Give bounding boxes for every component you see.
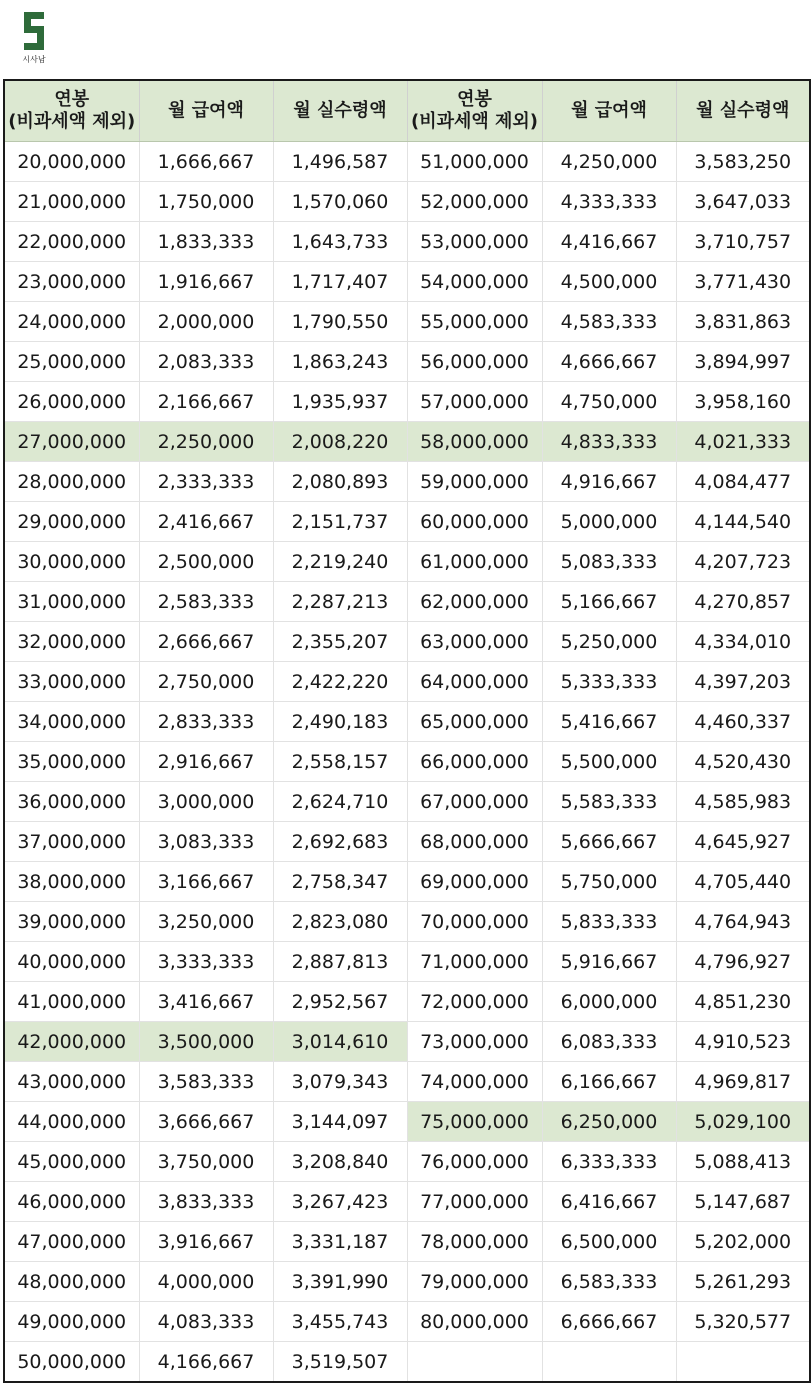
- table-row: [4, 382, 810, 422]
- cell-annual-salary: 46,000,000: [4, 1182, 139, 1222]
- table-row: [4, 1302, 810, 1342]
- cell-monthly-net: 3,455,743: [273, 1302, 407, 1342]
- table-row: [4, 982, 810, 1022]
- cell-monthly-pay: 3,416,667: [139, 982, 273, 1022]
- cell-monthly-pay: 2,083,333: [139, 342, 273, 382]
- cell-monthly-pay: 3,583,333: [139, 1062, 273, 1102]
- cell-monthly-net-2: 5,261,293: [676, 1262, 810, 1302]
- cell-annual-salary-2: 78,000,000: [407, 1222, 542, 1262]
- cell-monthly-net: 1,570,060: [273, 182, 407, 222]
- table-row: [4, 702, 810, 742]
- salary-table: [3, 79, 811, 1383]
- cell-monthly-net-2: 3,710,757: [676, 222, 810, 262]
- cell-monthly-net: 2,558,157: [273, 742, 407, 782]
- cell-monthly-net-2: 4,585,983: [676, 782, 810, 822]
- cell-monthly-pay-2: 4,666,667: [542, 342, 676, 382]
- cell-annual-salary: 26,000,000: [4, 382, 139, 422]
- cell-monthly-net: 2,887,813: [273, 942, 407, 982]
- cell-annual-salary-2: 73,000,000: [407, 1022, 542, 1062]
- cell-annual-salary-2: 57,000,000: [407, 382, 542, 422]
- cell-monthly-pay-2: 5,333,333: [542, 662, 676, 702]
- table-row: [4, 662, 810, 702]
- cell-monthly-net-2: 5,088,413: [676, 1142, 810, 1182]
- cell-annual-salary: 33,000,000: [4, 662, 139, 702]
- cell-annual-salary-2: 55,000,000: [407, 302, 542, 342]
- cell-annual-salary-2: 67,000,000: [407, 782, 542, 822]
- cell-monthly-net: 3,144,097: [273, 1102, 407, 1142]
- table-row: [4, 942, 810, 982]
- cell-annual-salary-2: 60,000,000: [407, 502, 542, 542]
- table-body: [4, 142, 810, 1383]
- cell-monthly-pay-2: 4,750,000: [542, 382, 676, 422]
- cell-annual-salary-2: 72,000,000: [407, 982, 542, 1022]
- cell-annual-salary-2: 66,000,000: [407, 742, 542, 782]
- cell-annual-salary: 42,000,000: [4, 1022, 139, 1062]
- cell-monthly-net-2: 3,894,997: [676, 342, 810, 382]
- table-row: [4, 262, 810, 302]
- cell-monthly-net: 2,490,183: [273, 702, 407, 742]
- cell-monthly-pay-2: [542, 1342, 676, 1383]
- cell-monthly-net: 1,935,937: [273, 382, 407, 422]
- cell-monthly-net-2: 4,645,927: [676, 822, 810, 862]
- cell-annual-salary-2: 70,000,000: [407, 902, 542, 942]
- cell-annual-salary-2: 79,000,000: [407, 1262, 542, 1302]
- table-row: [4, 1182, 810, 1222]
- table-row: [4, 1022, 810, 1062]
- cell-annual-salary-2: 62,000,000: [407, 582, 542, 622]
- cell-annual-salary-2: 61,000,000: [407, 542, 542, 582]
- cell-monthly-pay: 3,833,333: [139, 1182, 273, 1222]
- table-row: [4, 502, 810, 542]
- cell-monthly-pay: 2,916,667: [139, 742, 273, 782]
- cell-monthly-pay-2: 5,250,000: [542, 622, 676, 662]
- table-row: [4, 742, 810, 782]
- cell-annual-salary-2: 76,000,000: [407, 1142, 542, 1182]
- cell-monthly-net-2: 4,397,203: [676, 662, 810, 702]
- cell-annual-salary: 48,000,000: [4, 1262, 139, 1302]
- cell-monthly-pay-2: 6,333,333: [542, 1142, 676, 1182]
- cell-annual-salary: 35,000,000: [4, 742, 139, 782]
- cell-monthly-net: 1,790,550: [273, 302, 407, 342]
- table-row: [4, 1102, 810, 1142]
- cell-monthly-pay: 1,833,333: [139, 222, 273, 262]
- cell-monthly-pay: 3,166,667: [139, 862, 273, 902]
- cell-monthly-net: 3,267,423: [273, 1182, 407, 1222]
- cell-annual-salary: 41,000,000: [4, 982, 139, 1022]
- table-row: [4, 142, 810, 182]
- table-row: [4, 1062, 810, 1102]
- brand-logo: [18, 8, 50, 68]
- cell-monthly-pay-2: 6,083,333: [542, 1022, 676, 1062]
- cell-annual-salary: 38,000,000: [4, 862, 139, 902]
- cell-monthly-pay-2: 5,916,667: [542, 942, 676, 982]
- cell-monthly-pay: 2,250,000: [139, 422, 273, 462]
- cell-monthly-net-2: 4,084,477: [676, 462, 810, 502]
- cell-monthly-pay: 3,750,000: [139, 1142, 273, 1182]
- cell-monthly-net: 3,519,507: [273, 1342, 407, 1383]
- cell-monthly-net-2: 3,583,250: [676, 142, 810, 182]
- table-row: [4, 462, 810, 502]
- cell-annual-salary-2: [407, 1342, 542, 1383]
- cell-annual-salary-2: 53,000,000: [407, 222, 542, 262]
- cell-annual-salary: 28,000,000: [4, 462, 139, 502]
- cell-monthly-net: 3,391,990: [273, 1262, 407, 1302]
- cell-monthly-net-2: 3,647,033: [676, 182, 810, 222]
- table-row: [4, 1342, 810, 1383]
- cell-monthly-pay: 4,166,667: [139, 1342, 273, 1383]
- cell-monthly-net-2: 4,796,927: [676, 942, 810, 982]
- header-annual-salary-2: 연봉 (비과세액 제외): [407, 80, 542, 142]
- cell-monthly-pay: 2,750,000: [139, 662, 273, 702]
- header-annual-salary: 연봉 (비과세액 제외): [4, 80, 139, 142]
- table-row: [4, 1262, 810, 1302]
- table-row: [4, 582, 810, 622]
- cell-monthly-net: 1,496,587: [273, 142, 407, 182]
- cell-annual-salary: 23,000,000: [4, 262, 139, 302]
- table-row: [4, 862, 810, 902]
- cell-annual-salary: 29,000,000: [4, 502, 139, 542]
- cell-monthly-pay: 2,500,000: [139, 542, 273, 582]
- cell-annual-salary: 21,000,000: [4, 182, 139, 222]
- cell-monthly-net-2: 4,764,943: [676, 902, 810, 942]
- cell-monthly-pay: 2,416,667: [139, 502, 273, 542]
- cell-monthly-net: 2,151,737: [273, 502, 407, 542]
- cell-monthly-net-2: 4,460,337: [676, 702, 810, 742]
- cell-monthly-pay-2: 6,666,667: [542, 1302, 676, 1342]
- cell-monthly-net: 2,008,220: [273, 422, 407, 462]
- cell-annual-salary-2: 59,000,000: [407, 462, 542, 502]
- cell-monthly-net: 2,624,710: [273, 782, 407, 822]
- cell-monthly-net-2: 3,831,863: [676, 302, 810, 342]
- cell-monthly-pay-2: 5,833,333: [542, 902, 676, 942]
- cell-annual-salary-2: 58,000,000: [407, 422, 542, 462]
- cell-monthly-net-2: 4,705,440: [676, 862, 810, 902]
- cell-annual-salary-2: 56,000,000: [407, 342, 542, 382]
- cell-annual-salary-2: 69,000,000: [407, 862, 542, 902]
- cell-monthly-net-2: 4,520,430: [676, 742, 810, 782]
- header-row: [4, 80, 810, 142]
- cell-monthly-pay-2: 4,583,333: [542, 302, 676, 342]
- cell-monthly-pay-2: 6,583,333: [542, 1262, 676, 1302]
- cell-monthly-net-2: 5,029,100: [676, 1102, 810, 1142]
- cell-monthly-pay: 3,500,000: [139, 1022, 273, 1062]
- cell-annual-salary-2: 75,000,000: [407, 1102, 542, 1142]
- table-row: [4, 782, 810, 822]
- cell-annual-salary: 47,000,000: [4, 1222, 139, 1262]
- cell-annual-salary: 22,000,000: [4, 222, 139, 262]
- cell-monthly-pay-2: 6,000,000: [542, 982, 676, 1022]
- cell-monthly-pay: 2,000,000: [139, 302, 273, 342]
- cell-annual-salary-2: 63,000,000: [407, 622, 542, 662]
- cell-annual-salary-2: 74,000,000: [407, 1062, 542, 1102]
- cell-monthly-net-2: [676, 1342, 810, 1383]
- cell-monthly-net: 2,219,240: [273, 542, 407, 582]
- cell-annual-salary: 32,000,000: [4, 622, 139, 662]
- table-row: [4, 622, 810, 662]
- cell-annual-salary-2: 64,000,000: [407, 662, 542, 702]
- cell-monthly-pay-2: 6,500,000: [542, 1222, 676, 1262]
- header-monthly-net: 월 실수령액: [273, 80, 407, 142]
- cell-monthly-pay-2: 6,250,000: [542, 1102, 676, 1142]
- cell-annual-salary-2: 71,000,000: [407, 942, 542, 982]
- cell-annual-salary-2: 54,000,000: [407, 262, 542, 302]
- cell-monthly-pay-2: 4,833,333: [542, 422, 676, 462]
- cell-monthly-net-2: 3,771,430: [676, 262, 810, 302]
- cell-monthly-pay: 4,083,333: [139, 1302, 273, 1342]
- cell-monthly-pay-2: 4,500,000: [542, 262, 676, 302]
- cell-monthly-pay: 2,833,333: [139, 702, 273, 742]
- cell-monthly-net: 3,331,187: [273, 1222, 407, 1262]
- header-monthly-pay-2: 월 급여액: [542, 80, 676, 142]
- table-row: [4, 182, 810, 222]
- cell-annual-salary-2: 65,000,000: [407, 702, 542, 742]
- cell-monthly-pay-2: 4,416,667: [542, 222, 676, 262]
- cell-monthly-pay-2: 5,000,000: [542, 502, 676, 542]
- cell-monthly-pay-2: 5,666,667: [542, 822, 676, 862]
- cell-annual-salary: 24,000,000: [4, 302, 139, 342]
- cell-monthly-net: 1,717,407: [273, 262, 407, 302]
- cell-annual-salary: 20,000,000: [4, 142, 139, 182]
- cell-monthly-net-2: 4,969,817: [676, 1062, 810, 1102]
- cell-annual-salary: 49,000,000: [4, 1302, 139, 1342]
- cell-annual-salary-2: 51,000,000: [407, 142, 542, 182]
- cell-monthly-pay: 3,666,667: [139, 1102, 273, 1142]
- cell-annual-salary: 36,000,000: [4, 782, 139, 822]
- cell-monthly-net: 2,823,080: [273, 902, 407, 942]
- table-row: [4, 1222, 810, 1262]
- cell-monthly-pay: 3,083,333: [139, 822, 273, 862]
- cell-monthly-net: 2,952,567: [273, 982, 407, 1022]
- cell-monthly-net: 1,863,243: [273, 342, 407, 382]
- cell-annual-salary: 30,000,000: [4, 542, 139, 582]
- cell-monthly-pay-2: 5,583,333: [542, 782, 676, 822]
- cell-monthly-net: 3,208,840: [273, 1142, 407, 1182]
- table-row: [4, 902, 810, 942]
- cell-monthly-net-2: 5,147,687: [676, 1182, 810, 1222]
- cell-monthly-net-2: 5,202,000: [676, 1222, 810, 1262]
- cell-monthly-pay: 3,333,333: [139, 942, 273, 982]
- table-row: [4, 222, 810, 262]
- table-row: [4, 542, 810, 582]
- cell-annual-salary: 25,000,000: [4, 342, 139, 382]
- cell-monthly-net-2: 4,270,857: [676, 582, 810, 622]
- cell-monthly-net-2: 4,021,333: [676, 422, 810, 462]
- cell-monthly-pay-2: 4,250,000: [542, 142, 676, 182]
- cell-annual-salary: 44,000,000: [4, 1102, 139, 1142]
- cell-annual-salary: 37,000,000: [4, 822, 139, 862]
- table-row: [4, 342, 810, 382]
- cell-monthly-net: 2,692,683: [273, 822, 407, 862]
- cell-annual-salary: 31,000,000: [4, 582, 139, 622]
- cell-monthly-pay-2: 5,750,000: [542, 862, 676, 902]
- cell-annual-salary: 43,000,000: [4, 1062, 139, 1102]
- header-monthly-pay: 월 급여액: [139, 80, 273, 142]
- cell-monthly-pay: 3,250,000: [139, 902, 273, 942]
- cell-annual-salary: 40,000,000: [4, 942, 139, 982]
- cell-annual-salary-2: 80,000,000: [407, 1302, 542, 1342]
- cell-annual-salary: 50,000,000: [4, 1342, 139, 1383]
- cell-monthly-pay-2: 6,166,667: [542, 1062, 676, 1102]
- cell-annual-salary: 27,000,000: [4, 422, 139, 462]
- cell-monthly-net-2: 5,320,577: [676, 1302, 810, 1342]
- table-row: [4, 1142, 810, 1182]
- cell-monthly-net: 2,080,893: [273, 462, 407, 502]
- cell-monthly-pay: 1,750,000: [139, 182, 273, 222]
- table-row: [4, 822, 810, 862]
- table-row: [4, 302, 810, 342]
- cell-annual-salary: 39,000,000: [4, 902, 139, 942]
- cell-monthly-net: 1,643,733: [273, 222, 407, 262]
- cell-monthly-pay: 2,166,667: [139, 382, 273, 422]
- cell-monthly-pay: 3,916,667: [139, 1222, 273, 1262]
- cell-monthly-net-2: 4,334,010: [676, 622, 810, 662]
- cell-monthly-net-2: 4,851,230: [676, 982, 810, 1022]
- cell-monthly-pay: 2,666,667: [139, 622, 273, 662]
- cell-annual-salary: 34,000,000: [4, 702, 139, 742]
- cell-monthly-net: 2,355,207: [273, 622, 407, 662]
- cell-monthly-net-2: 4,910,523: [676, 1022, 810, 1062]
- cell-monthly-net-2: 4,207,723: [676, 542, 810, 582]
- cell-monthly-pay-2: 4,333,333: [542, 182, 676, 222]
- cell-annual-salary-2: 77,000,000: [407, 1182, 542, 1222]
- cell-monthly-pay-2: 5,166,667: [542, 582, 676, 622]
- cell-monthly-net: 2,422,220: [273, 662, 407, 702]
- cell-monthly-pay: 1,666,667: [139, 142, 273, 182]
- cell-monthly-net: 2,287,213: [273, 582, 407, 622]
- cell-monthly-pay-2: 5,416,667: [542, 702, 676, 742]
- s-logo-icon: [18, 8, 50, 54]
- cell-monthly-pay: 2,333,333: [139, 462, 273, 502]
- cell-monthly-pay-2: 5,083,333: [542, 542, 676, 582]
- cell-monthly-pay: 1,916,667: [139, 262, 273, 302]
- cell-monthly-net-2: 3,958,160: [676, 382, 810, 422]
- cell-monthly-pay-2: 5,500,000: [542, 742, 676, 782]
- cell-annual-salary: 45,000,000: [4, 1142, 139, 1182]
- logo-text: 시사남: [22, 55, 46, 64]
- cell-annual-salary-2: 68,000,000: [407, 822, 542, 862]
- cell-monthly-pay-2: 6,416,667: [542, 1182, 676, 1222]
- cell-annual-salary-2: 52,000,000: [407, 182, 542, 222]
- cell-monthly-pay: 4,000,000: [139, 1262, 273, 1302]
- cell-monthly-pay-2: 4,916,667: [542, 462, 676, 502]
- table-row: [4, 422, 810, 462]
- cell-monthly-net: 3,014,610: [273, 1022, 407, 1062]
- cell-monthly-pay: 2,583,333: [139, 582, 273, 622]
- header-monthly-net-2: 월 실수령액: [676, 80, 810, 142]
- cell-monthly-net: 2,758,347: [273, 862, 407, 902]
- cell-monthly-net: 3,079,343: [273, 1062, 407, 1102]
- cell-monthly-pay: 3,000,000: [139, 782, 273, 822]
- cell-monthly-net-2: 4,144,540: [676, 502, 810, 542]
